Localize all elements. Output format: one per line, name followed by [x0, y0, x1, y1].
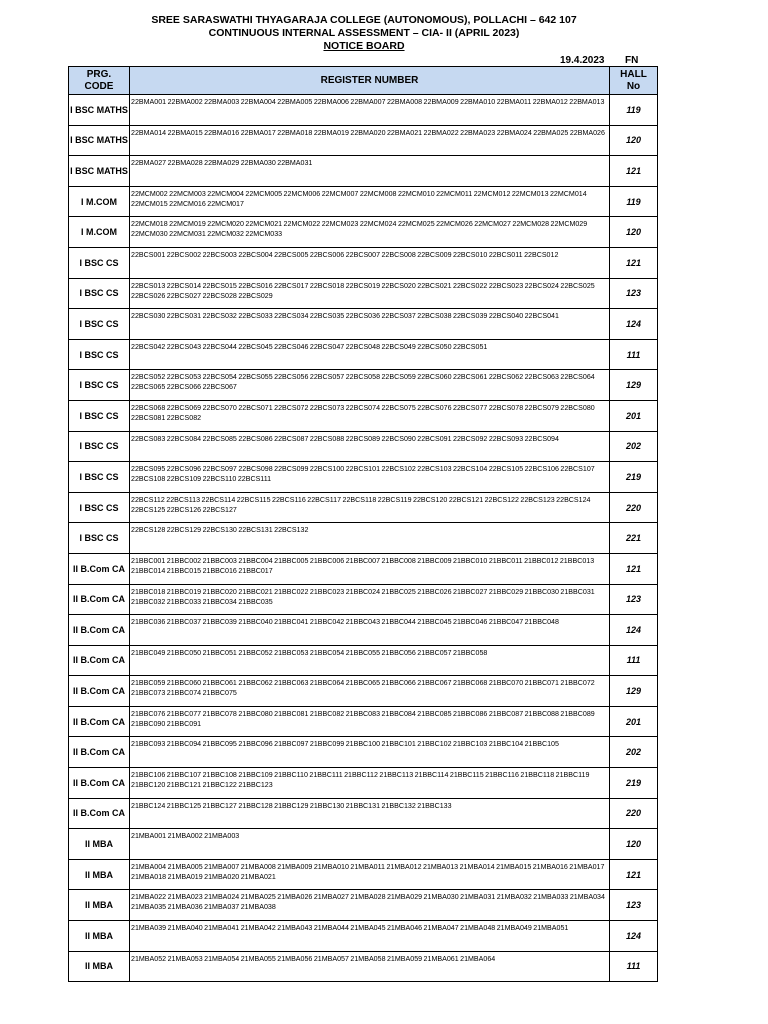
hall-number-cell: 124	[610, 921, 658, 952]
program-code-cell: I BSC CS	[69, 309, 130, 340]
register-numbers-cell: 21BBC076 21BBC077 21BBC078 21BBC080 21BBC081 21BBC082 21BBC083 21BBC084 21BBC085 21BBC086 21BBC087 21BBC088 21BBC089 21BBC090 21BBC091	[130, 706, 610, 737]
program-code-cell: II B.Com CA	[69, 615, 130, 646]
register-numbers-cell: 21BBC106 21BBC107 21BBC108 21BBC109 21BBC110 21BBC111 21BBC112 21BBC113 21BBC114 21BBC115 21BBC116 21BBC118 21BBC119 21BBC120 21BBC121 21BBC122 21BBC123	[130, 768, 610, 799]
program-code-cell: II MBA	[69, 951, 130, 982]
hall-number-cell: 201	[610, 400, 658, 431]
hall-number-cell: 121	[610, 553, 658, 584]
table-row	[69, 859, 658, 890]
column-header-register-number: REGISTER NUMBER	[130, 67, 610, 95]
program-code-cell: I M.COM	[69, 186, 130, 217]
table-row	[69, 645, 658, 676]
table-row	[69, 951, 658, 982]
program-code-cell: II B.Com CA	[69, 737, 130, 768]
register-numbers-cell: 22BMA027 22BMA028 22BMA029 22BMA030 22BMA031	[130, 156, 610, 187]
table-row	[69, 462, 658, 493]
program-code-cell: I BSC MATHS	[69, 125, 130, 156]
register-numbers-cell: 22BCS068 22BCS069 22BCS070 22BCS071 22BCS072 22BCS073 22BCS074 22BCS075 22BCS076 22BCS077 22BCS078 22BCS079 22BCS080 22BCS081 22BCS082	[130, 400, 610, 431]
program-code-cell: II B.Com CA	[69, 676, 130, 707]
program-code-cell: II B.Com CA	[69, 768, 130, 799]
program-code-cell: II B.Com CA	[69, 798, 130, 829]
register-numbers-cell: 21MBA022 21MBA023 21MBA024 21MBA025 21MBA026 21MBA027 21MBA028 21MBA029 21MBA030 21MBA031 21MBA032 21MBA033 21MBA034 21MBA035 21MBA036 21MBA037 21MBA038	[130, 890, 610, 921]
hall-number-cell: 219	[610, 462, 658, 493]
program-code-cell: II B.Com CA	[69, 553, 130, 584]
table-row	[69, 400, 658, 431]
program-code-cell: II B.Com CA	[69, 645, 130, 676]
hall-number-cell: 201	[610, 706, 658, 737]
college-name: SREE SARASWATHI THYAGARAJA COLLEGE (AUTONOMOUS), POLLACHI – 642 107	[151, 14, 577, 26]
hall-number-cell: 121	[610, 859, 658, 890]
table-row	[69, 278, 658, 309]
register-numbers-cell: 21BBC124 21BBC125 21BBC127 21BBC128 21BBC129 21BBC130 21BBC131 21BBC132 21BBC133	[130, 798, 610, 829]
program-code-cell: I BSC MATHS	[69, 156, 130, 187]
register-numbers-cell: 21BBC001 21BBC002 21BBC003 21BBC004 21BBC005 21BBC006 21BBC007 21BBC008 21BBC009 21BBC010 21BBC011 21BBC012 21BBC013 21BBC014 21BBC015 21BBC016 21BBC017	[130, 553, 610, 584]
assessment-title: CONTINUOUS INTERNAL ASSESSMENT – CIA- II (APRIL 2023)	[208, 27, 520, 39]
register-numbers-cell: 21MBA004 21MBA005 21MBA007 21MBA008 21MBA009 21MBA010 21MBA011 21MBA012 21MBA013 21MBA014 21MBA015 21MBA016 21MBA017 21MBA018 21MBA019 21MBA020 21MBA021	[130, 859, 610, 890]
hall-number-cell: 124	[610, 309, 658, 340]
program-code-cell: II MBA	[69, 921, 130, 952]
register-numbers-cell: 22BCS001 22BCS002 22BCS003 22BCS004 22BCS005 22BCS006 22BCS007 22BCS008 22BCS009 22BCS010 22BCS011 22BCS012	[130, 247, 610, 278]
hall-number-cell: 219	[610, 768, 658, 799]
program-code-cell: II B.Com CA	[69, 706, 130, 737]
program-code-cell: I BSC MATHS	[69, 95, 130, 126]
register-numbers-cell: 22BCS128 22BCS129 22BCS130 22BCS131 22BCS132	[130, 523, 610, 554]
program-code-cell: I BSC CS	[69, 370, 130, 401]
hall-number-cell: 111	[610, 339, 658, 370]
hall-number-cell: 123	[610, 278, 658, 309]
hall-number-cell: 124	[610, 615, 658, 646]
table-row	[69, 431, 658, 462]
table-row	[69, 125, 658, 156]
hall-number-cell: 120	[610, 125, 658, 156]
program-code-cell: II B.Com CA	[69, 584, 130, 615]
column-header-prg-code: PRG. CODE	[69, 67, 130, 95]
table-row	[69, 829, 658, 860]
hall-number-cell: 121	[610, 247, 658, 278]
hall-number-cell: 202	[610, 431, 658, 462]
hall-number-cell: 121	[610, 156, 658, 187]
hall-number-cell: 220	[610, 492, 658, 523]
register-numbers-cell: 22BCS013 22BCS014 22BCS015 22BCS016 22BCS017 22BCS018 22BCS019 22BCS020 22BCS021 22BCS022 22BCS023 22BCS024 22BCS025 22BCS026 22BCS027 22BCS028 22BCS029	[130, 278, 610, 309]
register-numbers-cell: 22BCS030 22BCS031 22BCS032 22BCS033 22BCS034 22BCS035 22BCS036 22BCS037 22BCS038 22BCS039 22BCS040 22BCS041	[130, 309, 610, 340]
register-numbers-cell: 21MBA001 21MBA002 21MBA003	[130, 829, 610, 860]
table-row	[69, 339, 658, 370]
table-row	[69, 492, 658, 523]
register-numbers-cell: 22MCM018 22MCM019 22MCM020 22MCM021 22MCM022 22MCM023 22MCM024 22MCM025 22MCM026 22MCM027 22MCM028 22MCM029 22MCM030 22MCM031 22MCM032 22MCM033	[130, 217, 610, 248]
hall-number-cell: 123	[610, 890, 658, 921]
program-code-cell: I BSC CS	[69, 339, 130, 370]
register-numbers-cell: 22BMA001 22BMA002 22BMA003 22BMA004 22BMA005 22BMA006 22BMA007 22BMA008 22BMA009 22BMA010 22BMA011 22BMA012 22BMA013	[130, 95, 610, 126]
register-numbers-cell: 22BCS042 22BCS043 22BCS044 22BCS045 22BCS046 22BCS047 22BCS048 22BCS049 22BCS050 22BCS051	[130, 339, 610, 370]
table-row	[69, 370, 658, 401]
hall-number-cell: 123	[610, 584, 658, 615]
table-row	[69, 798, 658, 829]
program-code-cell: I BSC CS	[69, 431, 130, 462]
register-numbers-cell: 22BCS095 22BCS096 22BCS097 22BCS098 22BCS099 22BCS100 22BCS101 22BCS102 22BCS103 22BCS104 22BCS105 22BCS106 22BCS107 22BCS108 22BCS109 22BCS110 22BCS111	[130, 462, 610, 493]
hall-number-cell: 129	[610, 370, 658, 401]
register-numbers-cell: 21BBC059 21BBC060 21BBC061 21BBC062 21BBC063 21BBC064 21BBC065 21BBC066 21BBC067 21BBC068 21BBC070 21BBC071 21BBC072 21BBC073 21BBC074 21BBC075	[130, 676, 610, 707]
program-code-cell: II MBA	[69, 859, 130, 890]
hall-number-cell: 111	[610, 951, 658, 982]
register-numbers-cell: 21BBC093 21BBC094 21BBC095 21BBC096 21BBC097 21BBC099 21BBC100 21BBC101 21BBC102 21BBC103 21BBC104 21BBC105	[130, 737, 610, 768]
table-row	[69, 921, 658, 952]
exam-session: FN	[625, 55, 639, 66]
table-row	[69, 95, 658, 126]
table-header-row	[69, 67, 658, 95]
table-row	[69, 768, 658, 799]
program-code-cell: II MBA	[69, 890, 130, 921]
table-row	[69, 553, 658, 584]
table-row	[69, 523, 658, 554]
table-row	[69, 890, 658, 921]
hall-allocation-table	[68, 66, 658, 982]
hall-number-cell: 120	[610, 829, 658, 860]
table-row	[69, 584, 658, 615]
table-row	[69, 309, 658, 340]
hall-number-cell: 119	[610, 95, 658, 126]
register-numbers-cell: 22BCS052 22BCS053 22BCS054 22BCS055 22BCS056 22BCS057 22BCS058 22BCS059 22BCS060 22BCS061 22BCS062 22BCS063 22BCS064 22BCS065 22BCS066 22BCS067	[130, 370, 610, 401]
register-numbers-cell: 22BCS083 22BCS084 22BCS085 22BCS086 22BCS087 22BCS088 22BCS089 22BCS090 22BCS091 22BCS092 22BCS093 22BCS094	[130, 431, 610, 462]
program-code-cell: I M.COM	[69, 217, 130, 248]
hall-number-cell: 221	[610, 523, 658, 554]
table-row	[69, 217, 658, 248]
document-header	[0, 14, 728, 53]
register-numbers-cell: 21BBC049 21BBC050 21BBC051 21BBC052 21BBC053 21BBC054 21BBC055 21BBC056 21BBC057 21BBC058	[130, 645, 610, 676]
hall-number-cell: 202	[610, 737, 658, 768]
program-code-cell: I BSC CS	[69, 523, 130, 554]
table-row	[69, 706, 658, 737]
table-row	[69, 737, 658, 768]
notice-board-title: NOTICE BOARD	[323, 40, 405, 52]
register-numbers-cell: 21BBC018 21BBC019 21BBC020 21BBC021 21BBC022 21BBC023 21BBC024 21BBC025 21BBC026 21BBC027 21BBC029 21BBC030 21BBC031 21BBC032 21BBC033 21BBC034 21BBC035	[130, 584, 610, 615]
register-numbers-cell: 21MBA039 21MBA040 21MBA041 21MBA042 21MBA043 21MBA044 21MBA045 21MBA046 21MBA047 21MBA048 21MBA049 21MBA051	[130, 921, 610, 952]
table-row	[69, 186, 658, 217]
hall-number-cell: 129	[610, 676, 658, 707]
table-row	[69, 615, 658, 646]
hall-number-cell: 119	[610, 186, 658, 217]
exam-date: 19.4.2023	[560, 55, 605, 66]
register-numbers-cell: 21MBA052 21MBA053 21MBA054 21MBA055 21MBA056 21MBA057 21MBA058 21MBA059 21MBA061 21MBA064	[130, 951, 610, 982]
hall-number-cell: 120	[610, 217, 658, 248]
hall-number-cell: 220	[610, 798, 658, 829]
hall-number-cell: 111	[610, 645, 658, 676]
program-code-cell: II MBA	[69, 829, 130, 860]
register-numbers-cell: 22BCS112 22BCS113 22BCS114 22BCS115 22BCS116 22BCS117 22BCS118 22BCS119 22BCS120 22BCS121 22BCS122 22BCS123 22BCS124 22BCS125 22BCS126 22BCS127	[130, 492, 610, 523]
program-code-cell: I BSC CS	[69, 400, 130, 431]
program-code-cell: I BSC CS	[69, 278, 130, 309]
register-numbers-cell: 22MCM002 22MCM003 22MCM004 22MCM005 22MCM006 22MCM007 22MCM008 22MCM010 22MCM011 22MCM012 22MCM013 22MCM014 22MCM015 22MCM016 22MCM017	[130, 186, 610, 217]
program-code-cell: I BSC CS	[69, 492, 130, 523]
table-row	[69, 247, 658, 278]
table-row	[69, 156, 658, 187]
register-numbers-cell: 22BMA014 22BMA015 22BMA016 22BMA017 22BMA018 22BMA019 22BMA020 22BMA021 22BMA022 22BMA023 22BMA024 22BMA025 22BMA026	[130, 125, 610, 156]
table-row	[69, 676, 658, 707]
register-numbers-cell: 21BBC036 21BBC037 21BBC039 21BBC040 21BBC041 21BBC042 21BBC043 21BBC044 21BBC045 21BBC046 21BBC047 21BBC048	[130, 615, 610, 646]
program-code-cell: I BSC CS	[69, 247, 130, 278]
program-code-cell: I BSC CS	[69, 462, 130, 493]
column-header-hall-no: HALL No	[610, 67, 658, 95]
